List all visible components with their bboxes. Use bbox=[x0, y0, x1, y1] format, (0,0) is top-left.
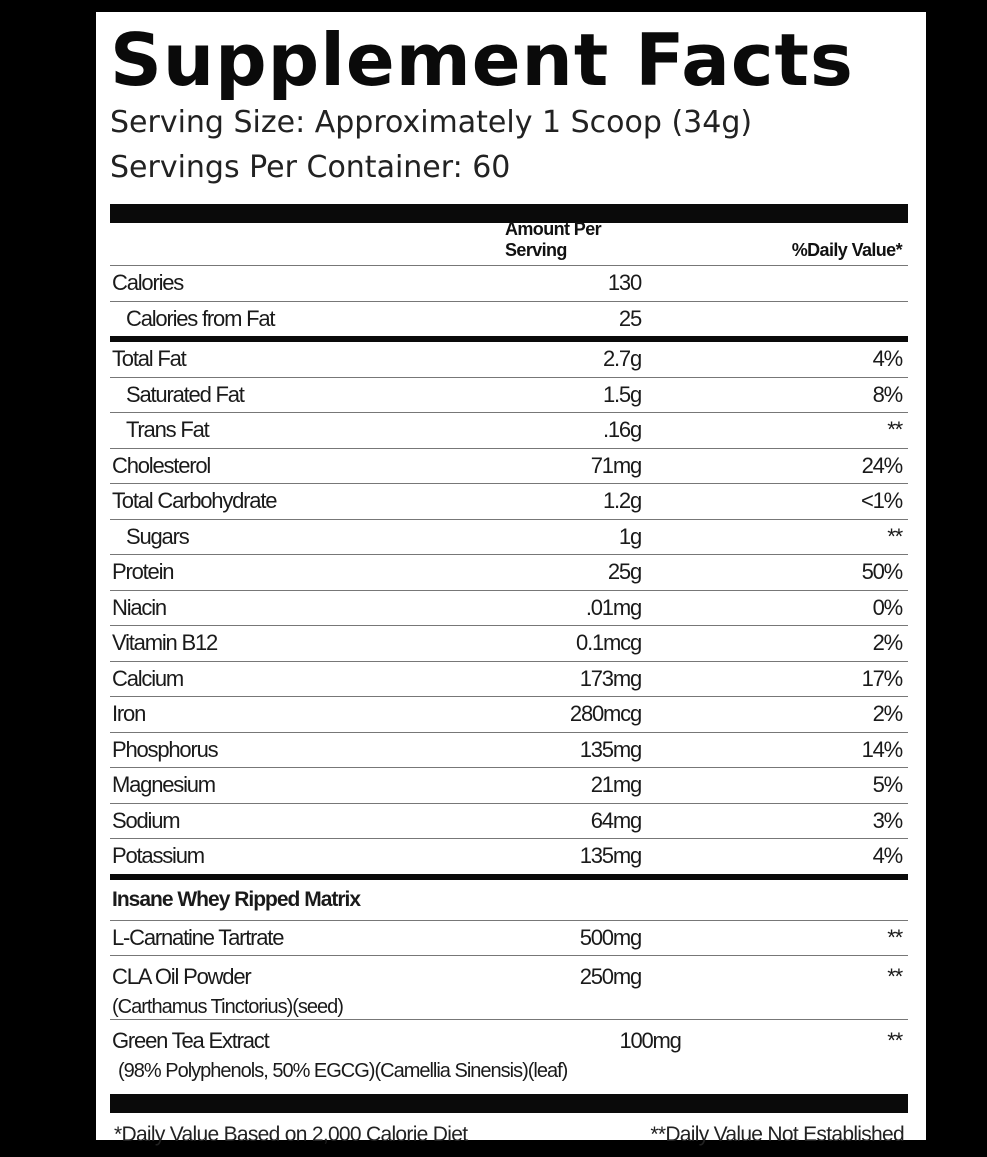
table-row bbox=[110, 555, 908, 591]
ingredient-dv: ** bbox=[887, 964, 902, 989]
nutrient-name: Total Carbohydrate bbox=[112, 488, 277, 514]
bottom-divider bbox=[110, 1094, 908, 1113]
nutrient-amount: 2.7g bbox=[602, 346, 641, 372]
nutrient-amount: .16g bbox=[602, 417, 641, 443]
nutrient-dv: 0% bbox=[872, 594, 902, 620]
table-row bbox=[110, 697, 908, 733]
header-daily-value: %Daily Value* bbox=[791, 240, 902, 260]
ingredient-detail: (98% Polyphenols, 50% EGCG)(Camellia Sinensis)(leaf) bbox=[118, 1060, 568, 1082]
nutrient-dv: 8% bbox=[872, 381, 902, 407]
nutrient-dv: ** bbox=[887, 523, 902, 549]
ingredient-dv: ** bbox=[887, 924, 902, 950]
nutrient-amount: 173mg bbox=[579, 665, 641, 691]
nutrient-amount: 25g bbox=[607, 559, 641, 585]
nutrient-name: Sugars bbox=[126, 523, 189, 549]
serving-size: Serving Size: Approximately 1 Scoop (34g) bbox=[110, 105, 753, 140]
column-header bbox=[110, 219, 908, 266]
nutrient-name: Vitamin B12 bbox=[112, 630, 218, 656]
nutrients-section bbox=[110, 342, 908, 874]
nutrient-dv: 4% bbox=[872, 843, 902, 869]
nutrient-dv: ** bbox=[887, 417, 902, 443]
table-row bbox=[110, 956, 908, 1020]
nutrient-dv: 4% bbox=[872, 346, 902, 372]
table-row bbox=[110, 378, 908, 414]
nutrient-amount: 1.2g bbox=[602, 488, 641, 514]
table-row bbox=[110, 626, 908, 662]
nutrient-name: Sodium bbox=[112, 807, 180, 833]
ingredient-name: CLA Oil Powder bbox=[112, 964, 251, 989]
ingredient-amount: 500mg bbox=[579, 924, 641, 950]
nutrient-amount: 71mg bbox=[590, 452, 641, 478]
servings-per-container: Servings Per Container: 60 bbox=[110, 150, 511, 185]
nutrient-name: Calcium bbox=[112, 665, 184, 691]
footer-not-established-note: **Daily Value Not Established bbox=[650, 1123, 904, 1146]
footer-daily-value-note: *Daily Value Based on 2,000 Calorie Diet bbox=[114, 1123, 468, 1146]
nutrient-name: Calories bbox=[112, 270, 184, 296]
ingredient-name: L-Carnatine Tartrate bbox=[112, 924, 284, 950]
nutrient-name: Iron bbox=[112, 701, 146, 727]
nutrient-amount: 130 bbox=[607, 270, 641, 296]
ingredient-amount: 250mg bbox=[579, 964, 641, 989]
ingredient-name-block bbox=[110, 1026, 567, 1086]
table-row bbox=[110, 839, 908, 874]
title: Supplement Facts bbox=[110, 18, 854, 102]
ingredient-detail: (Carthamus Tinctorius)(seed) bbox=[112, 996, 343, 1018]
ingredient-name: Green Tea Extract bbox=[112, 1028, 269, 1053]
table-row bbox=[110, 266, 908, 302]
table-row bbox=[110, 302, 908, 337]
nutrient-dv: 2% bbox=[872, 630, 902, 656]
nutrient-amount: .01mg bbox=[585, 594, 641, 620]
nutrient-dv: 17% bbox=[861, 665, 902, 691]
table-row bbox=[110, 733, 908, 769]
nutrient-dv: 50% bbox=[861, 559, 902, 585]
table-row bbox=[110, 921, 908, 957]
nutrient-amount: 135mg bbox=[579, 843, 641, 869]
nutrient-dv: 5% bbox=[872, 772, 902, 798]
calories-section bbox=[110, 266, 908, 336]
nutrient-dv: 3% bbox=[872, 807, 902, 833]
table-row bbox=[110, 1020, 908, 1090]
nutrient-amount: 135mg bbox=[579, 736, 641, 762]
ingredient-dv: ** bbox=[887, 1028, 902, 1053]
table-row bbox=[110, 804, 908, 840]
nutrient-dv: 2% bbox=[872, 701, 902, 727]
footer bbox=[110, 1113, 908, 1157]
matrix-title-row bbox=[110, 880, 908, 921]
table-row bbox=[110, 520, 908, 556]
table-row bbox=[110, 449, 908, 485]
nutrient-name: Cholesterol bbox=[112, 452, 211, 478]
nutrient-amount: 1g bbox=[618, 523, 641, 549]
ingredient-amount: 100mg bbox=[619, 1028, 681, 1053]
matrix-section bbox=[110, 880, 908, 1091]
matrix-title: Insane Whey Ripped Matrix bbox=[112, 887, 361, 911]
table-row bbox=[110, 342, 908, 378]
nutrient-name: Trans Fat bbox=[126, 417, 209, 443]
nutrient-dv: 14% bbox=[861, 736, 902, 762]
nutrient-amount: 25 bbox=[618, 305, 641, 331]
table-row bbox=[110, 662, 908, 698]
header-amount: Amount Per Serving bbox=[505, 219, 602, 260]
nutrient-name: Phosphorus bbox=[112, 736, 218, 762]
nutrient-name: Total Fat bbox=[112, 346, 186, 372]
table-row bbox=[110, 413, 908, 449]
nutrient-name: Saturated Fat bbox=[126, 381, 244, 407]
nutrient-amount: 64mg bbox=[590, 807, 641, 833]
nutrient-dv: <1% bbox=[860, 488, 902, 514]
nutrient-dv: 24% bbox=[861, 452, 902, 478]
ingredient-name-block bbox=[110, 962, 505, 1022]
nutrient-name: Protein bbox=[112, 559, 174, 585]
nutrient-amount: 0.1mcg bbox=[576, 630, 641, 656]
nutrient-amount: 21mg bbox=[590, 772, 641, 798]
nutrient-name: Calories from Fat bbox=[126, 305, 275, 331]
nutrient-amount: 1.5g bbox=[602, 381, 641, 407]
table-row bbox=[110, 768, 908, 804]
nutrient-name: Potassium bbox=[112, 843, 204, 869]
nutrient-name: Magnesium bbox=[112, 772, 215, 798]
supplement-facts-panel bbox=[96, 12, 926, 1146]
table-row bbox=[110, 591, 908, 627]
table-row bbox=[110, 484, 908, 520]
nutrient-name: Niacin bbox=[112, 594, 166, 620]
nutrient-amount: 280mcg bbox=[569, 701, 641, 727]
